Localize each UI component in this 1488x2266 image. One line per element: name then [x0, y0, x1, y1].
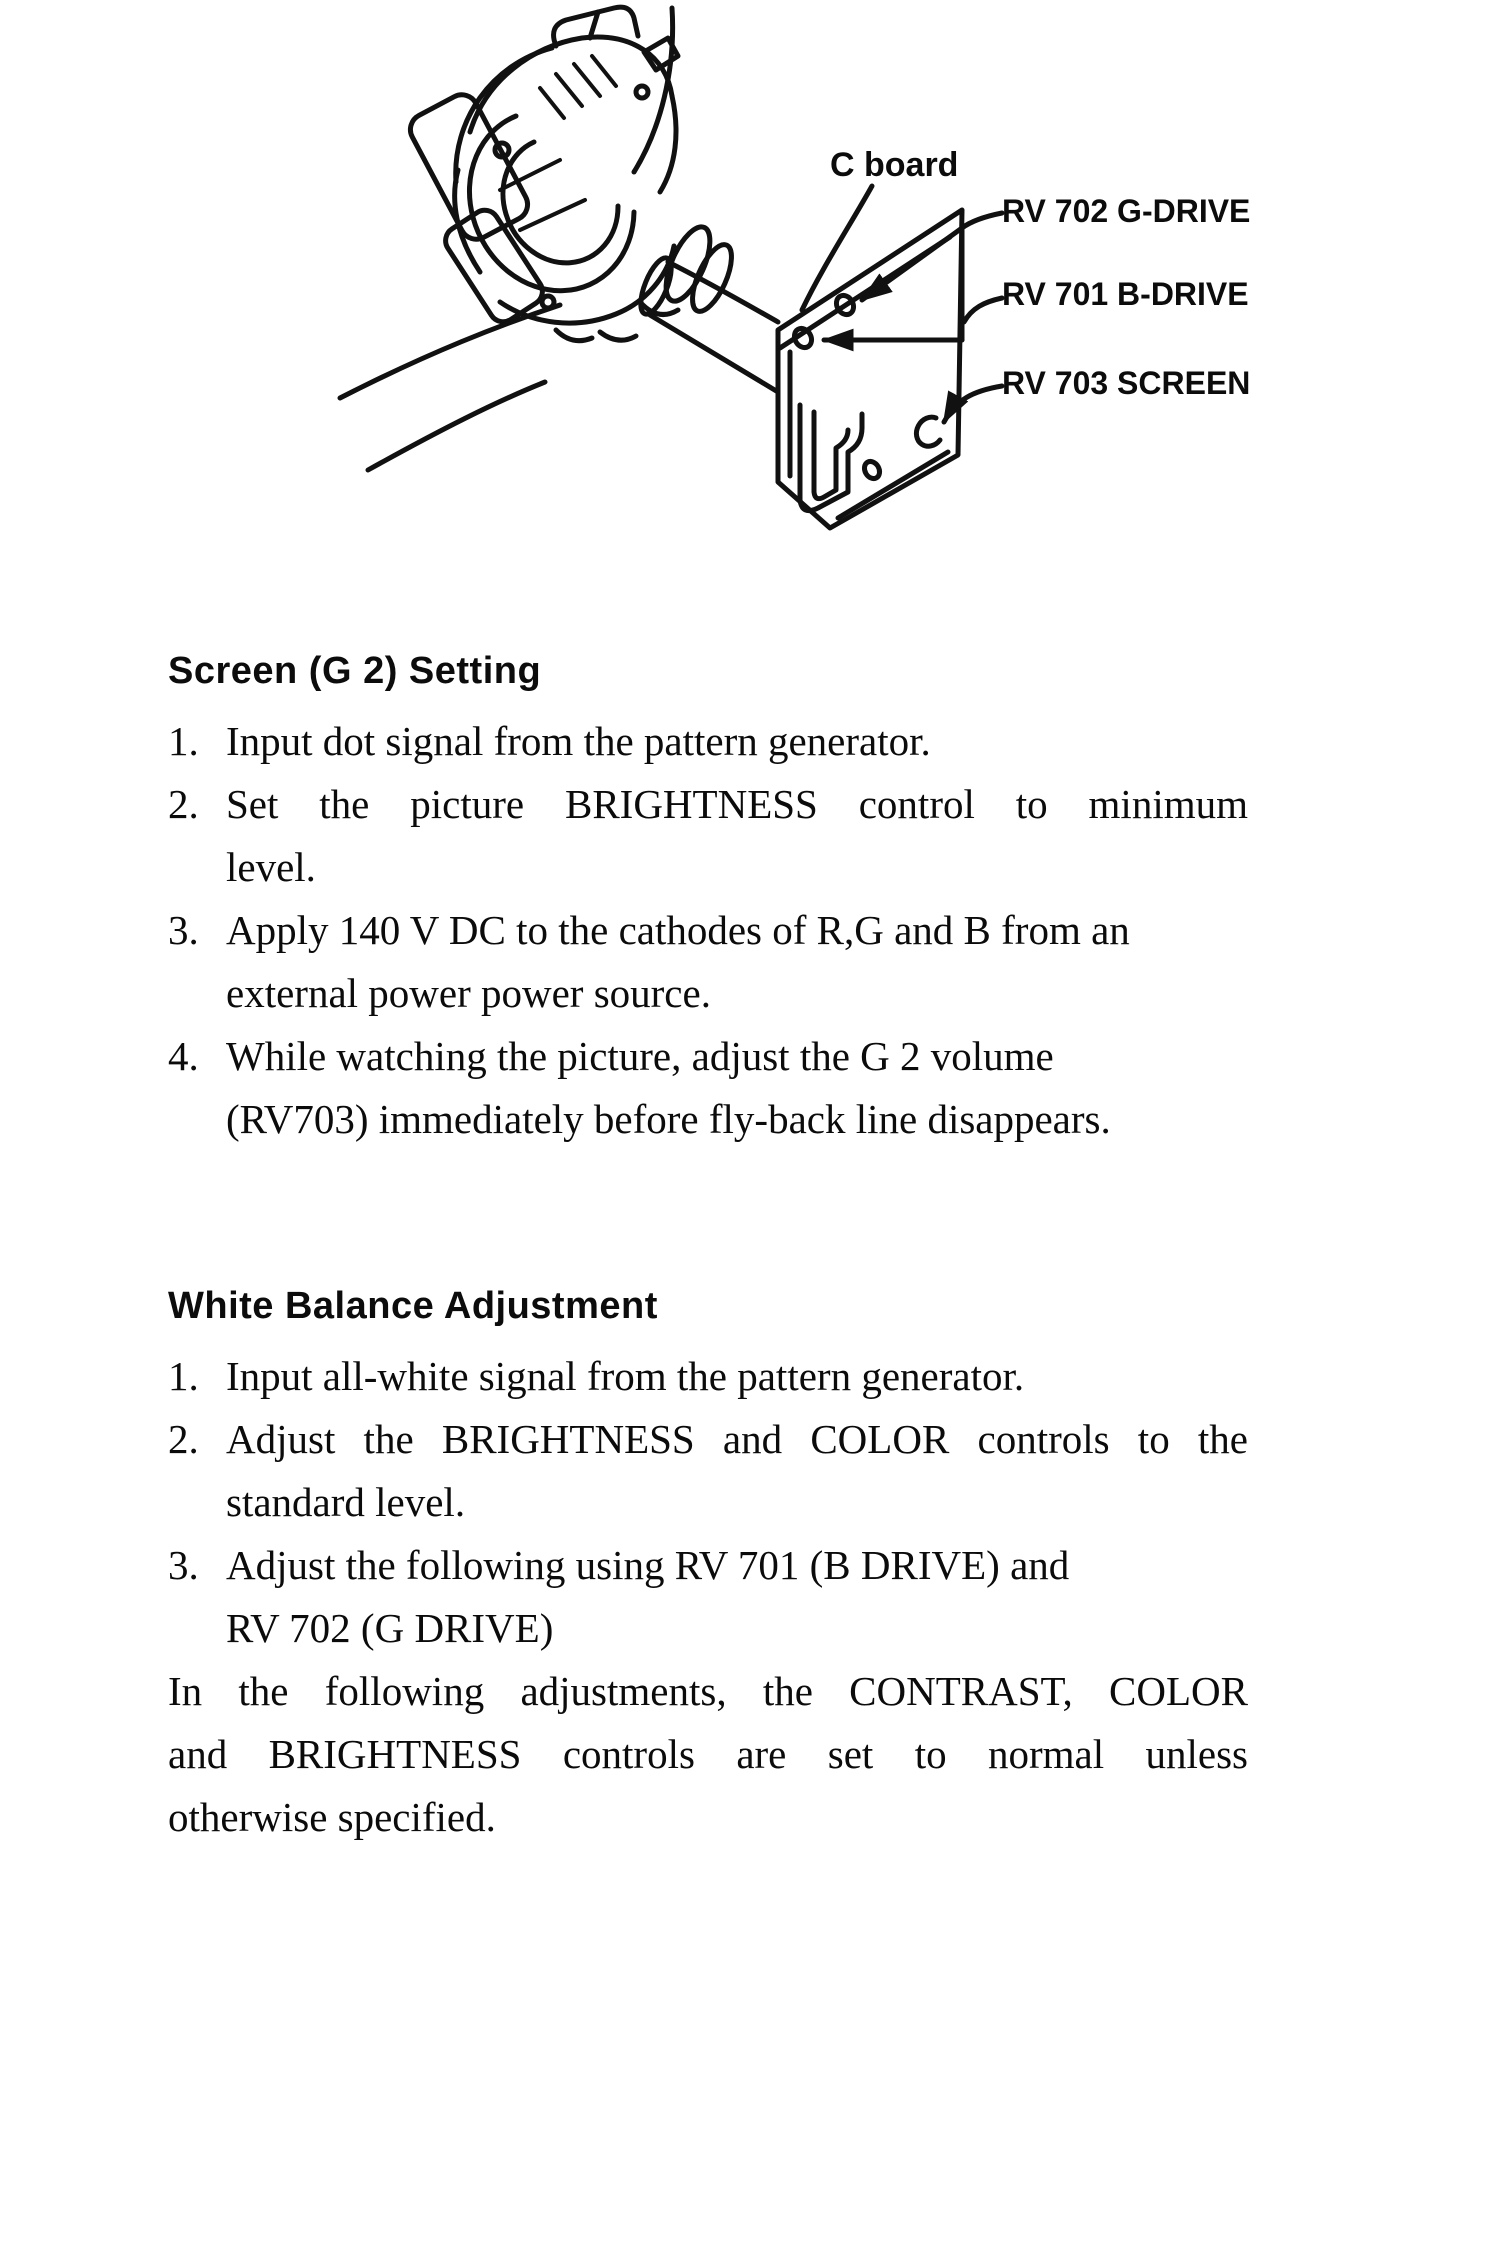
- item-number: 2.: [168, 781, 199, 827]
- paragraph-line: and BRIGHTNESS controls are set to normal unless: [168, 1731, 1248, 1777]
- screen-setting-heading: Screen (G 2) Setting: [168, 650, 542, 692]
- item-line: standard level.: [226, 1479, 466, 1525]
- rv701-dash: [964, 298, 1002, 322]
- list-item: [168, 710, 1248, 773]
- tube-neck-line: [668, 262, 778, 322]
- crt-yoke-drawing: [340, 7, 778, 470]
- tube-funnel-line: [368, 382, 545, 470]
- white-balance-note: [168, 1660, 1248, 1849]
- item-line: Input all-white signal from the pattern generator.: [226, 1353, 1025, 1399]
- tube-neck-line: [650, 315, 778, 392]
- white-balance-heading: White Balance Adjustment: [168, 1285, 658, 1327]
- section-screen-setting: [168, 648, 1248, 1151]
- paragraph-line: otherwise specified.: [168, 1794, 496, 1840]
- section-white-balance: [168, 1283, 1248, 1849]
- c-board-label: C board: [830, 146, 959, 184]
- item-line: (RV703) immediately before fly-back line disappears.: [226, 1096, 1111, 1142]
- screen-pot: [916, 417, 940, 446]
- item-line: Input dot signal from the pattern generator.: [226, 718, 931, 764]
- item-line: Adjust the BRIGHTNESS and COLOR controls to the: [226, 1416, 1248, 1462]
- list-item: [168, 1345, 1248, 1408]
- instructions-column: [168, 648, 1248, 1849]
- item-line: Apply 140 V DC to the cathodes of R,G and B from an: [226, 907, 1130, 953]
- callout-leaders: [802, 186, 1002, 422]
- paragraph-line: In the following adjustments, the CONTRAST, COLOR: [168, 1668, 1248, 1714]
- list-item: [168, 1408, 1248, 1534]
- item-number: 1.: [168, 1353, 199, 1399]
- item-line: Set the picture BRIGHTNESS control to minimum: [226, 781, 1248, 827]
- tube-funnel-line: [340, 305, 560, 398]
- item-number: 4.: [168, 1033, 199, 1079]
- list-item: [168, 1025, 1248, 1151]
- list-item: [168, 1534, 1248, 1660]
- item-line: While watching the picture, adjust the G 2 volume: [226, 1033, 1054, 1079]
- item-number: 3.: [168, 907, 199, 953]
- list-item: [168, 773, 1248, 899]
- item-number: 2.: [168, 1416, 199, 1462]
- callout-rv702-label: RV 702 G-DRIVE: [1002, 193, 1251, 229]
- c-board-outline: [778, 210, 962, 528]
- item-line: RV 702 (G DRIVE): [226, 1605, 554, 1651]
- item-number: 3.: [168, 1542, 199, 1588]
- crt-adjustment-figure: [0, 0, 1488, 600]
- board-hole: [861, 459, 882, 482]
- item-line: Adjust the following using RV 701 (B DRIVE) and: [226, 1542, 1070, 1588]
- item-line: external power power source.: [226, 970, 711, 1016]
- item-number: 1.: [168, 718, 199, 764]
- callout-rv701-label: RV 701 B-DRIVE: [1002, 276, 1249, 312]
- item-line: level.: [226, 844, 316, 890]
- callout-rv703-label: RV 703 SCREEN: [1002, 365, 1251, 401]
- list-item: [168, 899, 1248, 1025]
- rv702-arrow: [862, 213, 1002, 300]
- rv703-arrow: [944, 386, 1002, 422]
